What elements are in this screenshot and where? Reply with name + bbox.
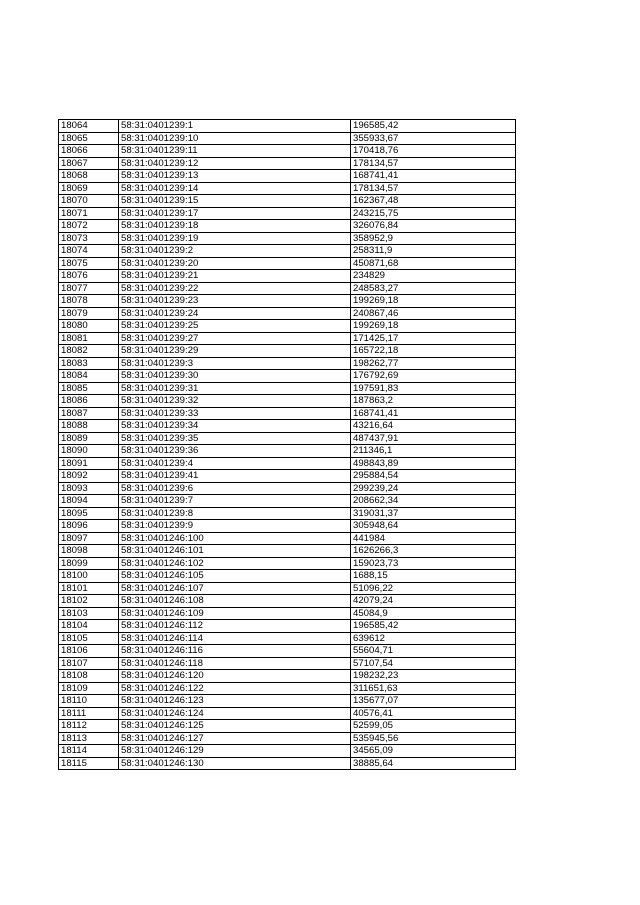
table-row: [59, 720, 516, 733]
table-row: [59, 382, 516, 395]
table-row: [59, 570, 516, 583]
row-number-cell: 18102: [59, 595, 119, 608]
row-number-cell: 18083: [59, 357, 119, 370]
row-number-cell: 18080: [59, 320, 119, 333]
cadastral-value-cell: 178134,57: [351, 182, 516, 195]
cadastral-number-cell: 58:31:0401239:31: [119, 382, 351, 395]
cadastral-value-cell: 197591,83: [351, 382, 516, 395]
table-row: [59, 607, 516, 620]
cadastral-number-cell: 58:31:0401239:22: [119, 282, 351, 295]
row-number-cell: 18073: [59, 232, 119, 245]
cadastral-value-cell: 355933,67: [351, 132, 516, 145]
table-row: [59, 595, 516, 608]
cadastral-value-cell: 162367,48: [351, 195, 516, 208]
cadastral-value-cell: 57107,54: [351, 657, 516, 670]
table-row: [59, 757, 516, 770]
table-row: [59, 132, 516, 145]
cadastral-value-cell: 248583,27: [351, 282, 516, 295]
table-row: [59, 707, 516, 720]
row-number-cell: 18070: [59, 195, 119, 208]
row-number-cell: 18068: [59, 170, 119, 183]
table-row: [59, 657, 516, 670]
cadastral-number-cell: 58:31:0401239:30: [119, 370, 351, 383]
row-number-cell: 18069: [59, 182, 119, 195]
table-row: [59, 170, 516, 183]
cadastral-value-cell: 196585,42: [351, 620, 516, 633]
cadastral-number-cell: 58:31:0401246:100: [119, 532, 351, 545]
cadastral-value-cell: 168741,41: [351, 407, 516, 420]
table-row: [59, 470, 516, 483]
row-number-cell: 18092: [59, 470, 119, 483]
row-number-cell: 18090: [59, 445, 119, 458]
table-row: [59, 295, 516, 308]
table-row: [59, 695, 516, 708]
table-row: [59, 532, 516, 545]
cadastral-value-cell: 1688,15: [351, 570, 516, 583]
cadastral-value-cell: 208662,34: [351, 495, 516, 508]
cadastral-value-cell: 198232,23: [351, 670, 516, 683]
cadastral-number-cell: 58:31:0401239:25: [119, 320, 351, 333]
cadastral-number-cell: 58:31:0401239:1: [119, 120, 351, 133]
row-number-cell: 18075: [59, 257, 119, 270]
row-number-cell: 18088: [59, 420, 119, 433]
table-row: [59, 545, 516, 558]
cadastral-value-cell: 234829: [351, 270, 516, 283]
row-number-cell: 18071: [59, 207, 119, 220]
table-row: [59, 582, 516, 595]
row-number-cell: 18103: [59, 607, 119, 620]
table-row: [59, 645, 516, 658]
cadastral-number-cell: 58:31:0401246:114: [119, 632, 351, 645]
table-row: [59, 307, 516, 320]
row-number-cell: 18110: [59, 695, 119, 708]
row-number-cell: 18109: [59, 682, 119, 695]
cadastral-number-cell: 58:31:0401239:2: [119, 245, 351, 258]
row-number-cell: 18091: [59, 457, 119, 470]
cadastral-number-cell: 58:31:0401246:130: [119, 757, 351, 770]
cadastral-number-cell: 58:31:0401246:105: [119, 570, 351, 583]
table-row: [59, 432, 516, 445]
row-number-cell: 18100: [59, 570, 119, 583]
row-number-cell: 18093: [59, 482, 119, 495]
row-number-cell: 18089: [59, 432, 119, 445]
row-number-cell: 18097: [59, 532, 119, 545]
cadastral-number-cell: 58:31:0401246:116: [119, 645, 351, 658]
row-number-cell: 18077: [59, 282, 119, 295]
row-number-cell: 18101: [59, 582, 119, 595]
row-number-cell: 18113: [59, 732, 119, 745]
row-number-cell: 18111: [59, 707, 119, 720]
cadastral-number-cell: 58:31:0401246:127: [119, 732, 351, 745]
cadastral-number-cell: 58:31:0401239:3: [119, 357, 351, 370]
table-row: [59, 157, 516, 170]
cadastral-number-cell: 58:31:0401239:10: [119, 132, 351, 145]
row-number-cell: 18105: [59, 632, 119, 645]
cadastral-number-cell: 58:31:0401239:6: [119, 482, 351, 495]
cadastral-number-cell: 58:31:0401239:33: [119, 407, 351, 420]
cadastral-value-cell: 51096,22: [351, 582, 516, 595]
cadastral-number-cell: 58:31:0401239:12: [119, 157, 351, 170]
cadastral-number-cell: 58:31:0401239:4: [119, 457, 351, 470]
cadastral-number-cell: 58:31:0401239:13: [119, 170, 351, 183]
cadastral-value-cell: 258311,9: [351, 245, 516, 258]
cadastral-value-cell: 168741,41: [351, 170, 516, 183]
table-row: [59, 732, 516, 745]
cadastral-number-cell: 58:31:0401246:122: [119, 682, 351, 695]
table-body: [59, 120, 516, 770]
row-number-cell: 18085: [59, 382, 119, 395]
table-row: [59, 145, 516, 158]
cadastral-number-cell: 58:31:0401239:19: [119, 232, 351, 245]
table-row: [59, 332, 516, 345]
row-number-cell: 18067: [59, 157, 119, 170]
table-row: [59, 632, 516, 645]
cadastral-number-cell: 58:31:0401239:27: [119, 332, 351, 345]
cadastral-value-cell: 135677,07: [351, 695, 516, 708]
cadastral-value-cell: 299239,24: [351, 482, 516, 495]
table-row: [59, 507, 516, 520]
table-row: [59, 232, 516, 245]
row-number-cell: 18115: [59, 757, 119, 770]
cadastral-number-cell: 58:31:0401239:29: [119, 345, 351, 358]
cadastral-number-cell: 58:31:0401239:14: [119, 182, 351, 195]
row-number-cell: 18094: [59, 495, 119, 508]
table-row: [59, 282, 516, 295]
cadastral-value-cell: 211346,1: [351, 445, 516, 458]
cadastral-number-cell: 58:31:0401246:107: [119, 582, 351, 595]
cadastral-number-cell: 58:31:0401239:34: [119, 420, 351, 433]
cadastral-value-cell: 43216,64: [351, 420, 516, 433]
cadastral-number-cell: 58:31:0401239:36: [119, 445, 351, 458]
cadastral-value-cell: 450871,68: [351, 257, 516, 270]
row-number-cell: 18099: [59, 557, 119, 570]
table-row: [59, 457, 516, 470]
row-number-cell: 18104: [59, 620, 119, 633]
cadastral-value-cell: 498843,89: [351, 457, 516, 470]
row-number-cell: 18106: [59, 645, 119, 658]
cadastral-value-cell: 196585,42: [351, 120, 516, 133]
cadastral-value-cell: 42079,24: [351, 595, 516, 608]
table-row: [59, 357, 516, 370]
cadastral-value-cell: 176792,69: [351, 370, 516, 383]
table-row: [59, 345, 516, 358]
table-row: [59, 520, 516, 533]
table-row: [59, 420, 516, 433]
table-row: [59, 195, 516, 208]
cadastral-number-cell: 58:31:0401239:41: [119, 470, 351, 483]
table-row: [59, 370, 516, 383]
row-number-cell: 18082: [59, 345, 119, 358]
table-row: [59, 220, 516, 233]
cadastral-value-cell: 187863,2: [351, 395, 516, 408]
row-number-cell: 18087: [59, 407, 119, 420]
cadastral-number-cell: 58:31:0401246:120: [119, 670, 351, 683]
cadastral-number-cell: 58:31:0401239:17: [119, 207, 351, 220]
cadastral-number-cell: 58:31:0401239:32: [119, 395, 351, 408]
cadastral-value-cell: 45084,9: [351, 607, 516, 620]
cadastral-number-cell: 58:31:0401239:35: [119, 432, 351, 445]
row-number-cell: 18114: [59, 745, 119, 758]
row-number-cell: 18076: [59, 270, 119, 283]
cadastral-value-cell: 358952,9: [351, 232, 516, 245]
cadastral-number-cell: 58:31:0401239:8: [119, 507, 351, 520]
cadastral-number-cell: 58:31:0401246:129: [119, 745, 351, 758]
cadastral-value-cell: 199269,18: [351, 320, 516, 333]
cadastral-number-cell: 58:31:0401246:101: [119, 545, 351, 558]
row-number-cell: 18079: [59, 307, 119, 320]
cadastral-value-cell: 55604,71: [351, 645, 516, 658]
cadastral-value-cell: 34565,09: [351, 745, 516, 758]
row-number-cell: 18107: [59, 657, 119, 670]
row-number-cell: 18112: [59, 720, 119, 733]
table-row: [59, 120, 516, 133]
cadastral-value-cell: 198262,77: [351, 357, 516, 370]
row-number-cell: 18108: [59, 670, 119, 683]
cadastral-value-cell: 159023,73: [351, 557, 516, 570]
cadastral-number-cell: 58:31:0401246:123: [119, 695, 351, 708]
cadastral-value-cell: 178134,57: [351, 157, 516, 170]
table-row: [59, 670, 516, 683]
cadastral-number-cell: 58:31:0401239:7: [119, 495, 351, 508]
cadastral-value-cell: 171425,17: [351, 332, 516, 345]
cadastral-number-cell: 58:31:0401239:21: [119, 270, 351, 283]
cadastral-value-cell: 441984: [351, 532, 516, 545]
cadastral-number-cell: 58:31:0401239:20: [119, 257, 351, 270]
row-number-cell: 18074: [59, 245, 119, 258]
cadastral-number-cell: 58:31:0401246:124: [119, 707, 351, 720]
cadastral-value-cell: 240867,46: [351, 307, 516, 320]
table-row: [59, 207, 516, 220]
row-number-cell: 18084: [59, 370, 119, 383]
cadastral-number-cell: 58:31:0401246:108: [119, 595, 351, 608]
table-row: [59, 395, 516, 408]
cadastral-number-cell: 58:31:0401239:18: [119, 220, 351, 233]
cadastral-number-cell: 58:31:0401239:15: [119, 195, 351, 208]
row-number-cell: 18066: [59, 145, 119, 158]
cadastral-value-cell: 165722,18: [351, 345, 516, 358]
cadastral-value-table: [58, 119, 516, 770]
table-row: [59, 495, 516, 508]
cadastral-value-cell: 535945,56: [351, 732, 516, 745]
cadastral-value-cell: 319031,37: [351, 507, 516, 520]
cadastral-value-cell: 311651,63: [351, 682, 516, 695]
cadastral-value-cell: 639612: [351, 632, 516, 645]
table-row: [59, 270, 516, 283]
cadastral-number-cell: 58:31:0401239:9: [119, 520, 351, 533]
row-number-cell: 18098: [59, 545, 119, 558]
cadastral-number-cell: 58:31:0401246:118: [119, 657, 351, 670]
cadastral-value-cell: 199269,18: [351, 295, 516, 308]
cadastral-number-cell: 58:31:0401239:24: [119, 307, 351, 320]
cadastral-value-cell: 487437,91: [351, 432, 516, 445]
table-row: [59, 407, 516, 420]
cadastral-number-cell: 58:31:0401246:109: [119, 607, 351, 620]
cadastral-number-cell: 58:31:0401246:102: [119, 557, 351, 570]
row-number-cell: 18096: [59, 520, 119, 533]
table-row: [59, 320, 516, 333]
cadastral-number-cell: 58:31:0401246:112: [119, 620, 351, 633]
cadastral-value-cell: 40576,41: [351, 707, 516, 720]
table-row: [59, 620, 516, 633]
table-row: [59, 482, 516, 495]
table-row: [59, 245, 516, 258]
cadastral-value-cell: 170418,76: [351, 145, 516, 158]
cadastral-number-cell: 58:31:0401239:11: [119, 145, 351, 158]
row-number-cell: 18072: [59, 220, 119, 233]
table-row: [59, 745, 516, 758]
table-row: [59, 257, 516, 270]
cadastral-value-cell: 326076,84: [351, 220, 516, 233]
table-row: [59, 557, 516, 570]
cadastral-value-cell: 38885,64: [351, 757, 516, 770]
row-number-cell: 18081: [59, 332, 119, 345]
cadastral-number-cell: 58:31:0401246:125: [119, 720, 351, 733]
cadastral-value-cell: 243215,75: [351, 207, 516, 220]
cadastral-number-cell: 58:31:0401239:23: [119, 295, 351, 308]
table-row: [59, 445, 516, 458]
row-number-cell: 18095: [59, 507, 119, 520]
cadastral-value-cell: 52599,05: [351, 720, 516, 733]
cadastral-value-cell: 305948,64: [351, 520, 516, 533]
cadastral-value-cell: 1626266,3: [351, 545, 516, 558]
row-number-cell: 18064: [59, 120, 119, 133]
table-row: [59, 182, 516, 195]
row-number-cell: 18065: [59, 132, 119, 145]
row-number-cell: 18078: [59, 295, 119, 308]
cadastral-value-cell: 295884,54: [351, 470, 516, 483]
table-row: [59, 682, 516, 695]
row-number-cell: 18086: [59, 395, 119, 408]
